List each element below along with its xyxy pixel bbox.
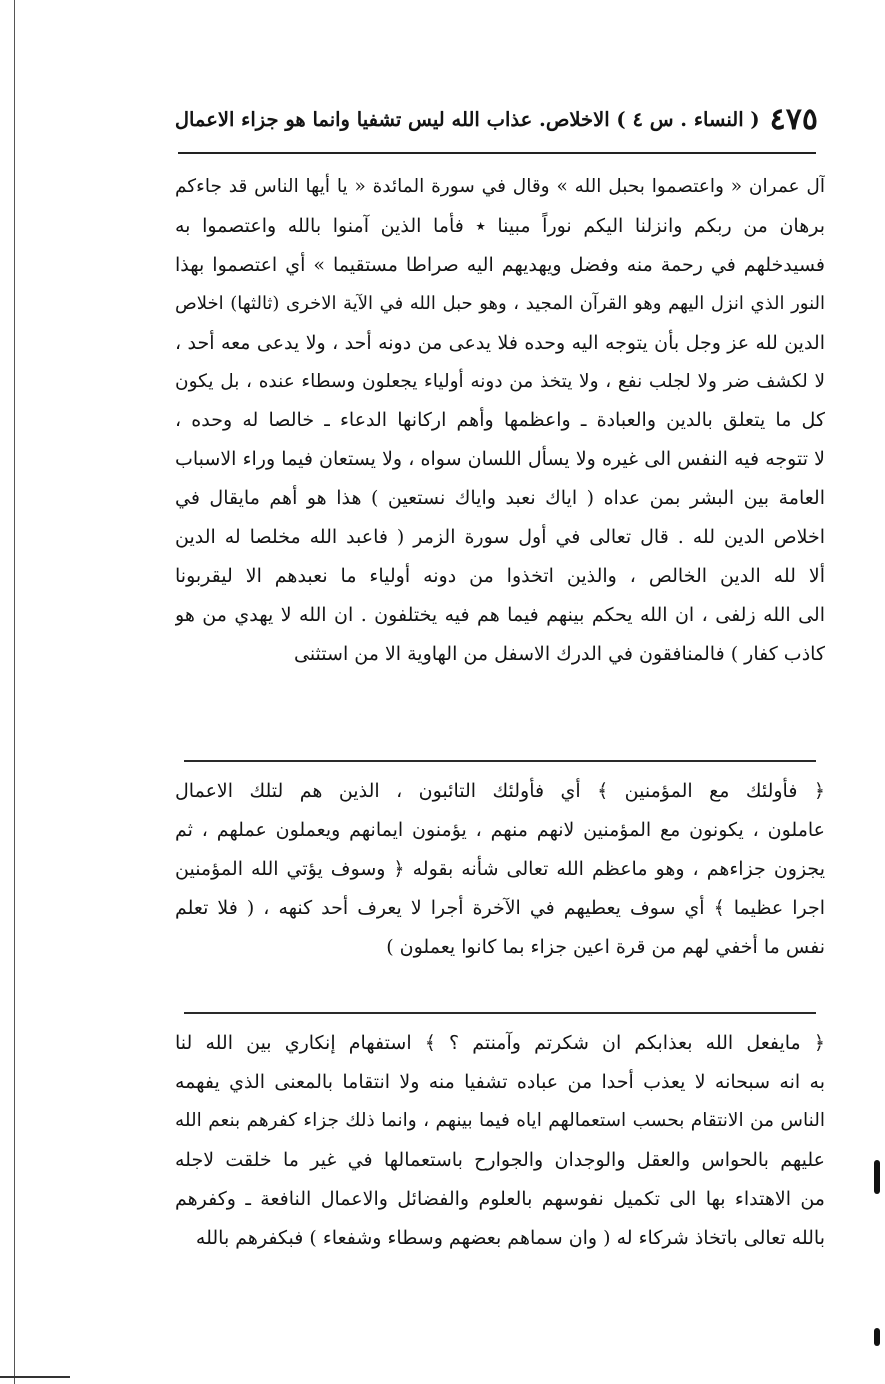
text-line: عليهم بالحواس والعقل والوجدان والجوارح باستعمالها في غير ما خلقت لاجله [175,1148,825,1171]
section-believers [175,772,825,967]
running-title: ( النساء . س ٤ ) الاخلاص. عذاب الله ليس تشفيا وانما هو جزاء الاعمال [174,107,760,131]
text-line: فسيدخلهم في رحمة منه وفضل ويهديهم اليه صراطا مستقيما » أي اعتصموا بهذا [175,253,825,276]
section-divider [184,1012,816,1014]
text-line: آل عمران « واعتصموا بحبل الله » وقال في سورة المائدة « يا أيها الناس قد جاءكم [175,176,825,197]
text-line: كاذب كفار ) فالمنافقون في الدرك الاسفل من الهاوية الا من استثنى [293,642,825,665]
text-line: ﴿ فأولئك مع المؤمنين ﴾ أي فأولئك التائبون ، الذين هم لتلك الاعمال [175,780,825,802]
text-line: من الاهتداء بها الى تكميل نفوسهم بالعلوم والفضائل والاعمال النافعة ـ وكفرهم [175,1187,825,1210]
section-punishment [175,1024,825,1257]
text-line: ألا لله الدين الخالص ، والذين اتخذوا من دونه أولياء ما نعبدهم الا ليقربونا [175,565,825,588]
text-line: لا لكشف ضر ولا لجلب نفع ، ولا يتخذ من دونه أولياء يجعلون وسطاء عنده ، بل يكون [175,370,825,392]
text-line: اجرا عظيما ﴾ أي سوف يعطيهم في الآخرة أجرا لا يعرف أحد كنهه ، ( فلا تعلم [175,896,825,919]
page-number: ٤٧٥ [769,101,818,137]
margin-ink-mark [874,1160,880,1194]
text-line: نفس ما أخفي لهم من قرة اعين جزاء بما كانوا يعملون ) [386,935,825,958]
text-line: كل ما يتعلق بالدين والعبادة ـ واعظمها وأهم اركانها الدعاء ـ خالصا له وحده ، [175,409,825,432]
text-line: الناس من الانتقام بحسب استعمالهم اياه فيما بينهم ، وانما ذلك جزاء كفرهم بنعم الله [175,1109,825,1131]
text-line: العامة بين البشر بمن عداه ( اياك نعبد واياك نستعين ) هذا هو أهم مايقال في [175,487,825,510]
text-line: النور الذي انزل اليهم وهو القرآن المجيد ، وهو حبل الله في الآية الاخرى (ثالثها) اخلاص [175,292,825,314]
text-line: ﴿ مايفعل الله بعذابكم ان شكرتم وآمنتم ؟ ﴾ استفهام إنكاري بين الله لنا [175,1032,825,1054]
text-line: الى الله زلفى ، ان الله يحكم بينهم فيما هم فيه يختلفون . ان الله لا يهدي من هو [175,603,825,626]
header-rule [178,152,816,154]
text-line: بالله تعالى باتخاذ شركاء له ( وان سماهم بعضهم وسطاء وشفعاء ) فبكفرهم بالله [195,1226,825,1249]
text-line: يجزون جزاءهم ، وهو ماعظم الله تعالى شأنه بقوله ﴿ وسوف يؤتي الله المؤمنين [175,857,825,880]
section-ikhlas [175,168,825,674]
text-line: برهان من ربكم وانزلنا اليكم نوراً مبينا ٭ فأما الذين آمنوا بالله واعتصموا به [175,214,825,237]
margin-ink-mark [874,1328,880,1346]
text-line: به انه سبحانه لا يعذب أحدا من عباده تشفيا منه ولا انتقاما بالمعنى الذي يفهمه [175,1070,825,1093]
page-edge-line [14,0,15,1384]
text-line: الدين لله عز وجل بأن يتوجه اليه وحده فلا يدعى من دونه أحد ، ولا يدعى معه أحد ، [175,331,825,354]
bottom-edge-mark [0,1376,70,1378]
text-line: لا تتوجه فيه النفس الى غيره ولا يسأل اللسان سواه ، ولا يستعان فيما وراء الاسباب [175,448,825,471]
section-divider [184,760,816,762]
page-header [168,92,818,146]
text-line: عاملون ، يكونون مع المؤمنين لانهم منهم ، يؤمنون ايمانهم ويعملون عملهم ، ثم [175,818,825,841]
text-line: اخلاص الدين لله . قال تعالى في أول سورة الزمر ( فاعبد الله مخلصا له الدين [175,526,825,549]
